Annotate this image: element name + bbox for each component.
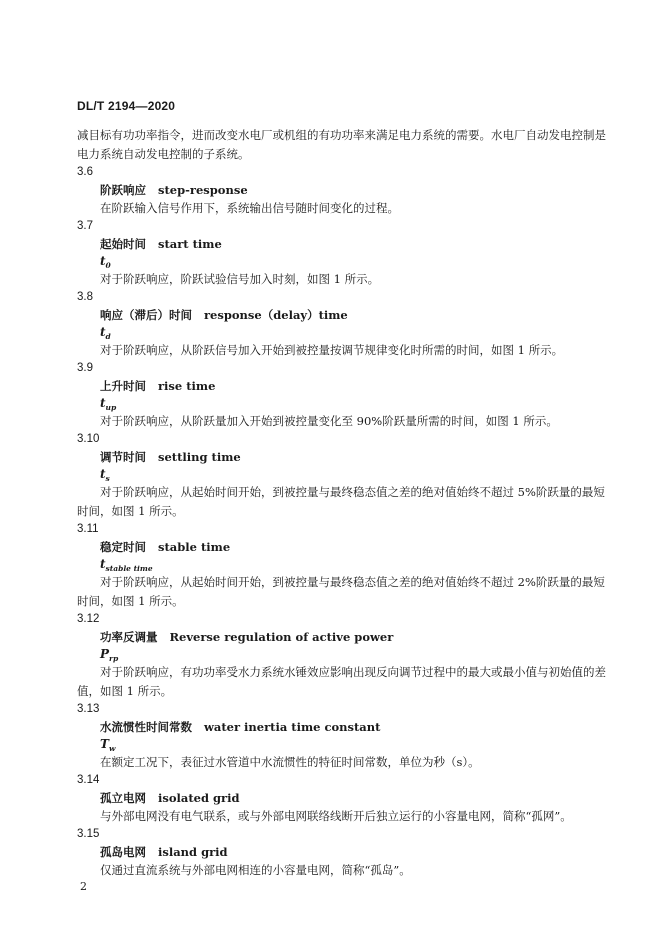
term-definition: 在额定工况下，表征过水管道中水流惯性的特征时间常数，单位为秒（s）。 bbox=[100, 755, 480, 769]
clause-number: 3.14 bbox=[77, 774, 100, 786]
clause-number: 3.8 bbox=[77, 291, 93, 303]
clause-number: 3.11 bbox=[77, 523, 99, 535]
symbol-letter: t bbox=[100, 396, 106, 410]
term-english: isolated grid bbox=[158, 791, 240, 805]
symbol-letter: t bbox=[100, 467, 106, 481]
term-definition: 对于阶跃响应，从起始时间开始，到被控量与最终稳态值之差的绝对值始终不超过 2%阶跃量的最短时间，如图 1 所示。 bbox=[77, 575, 605, 608]
term-symbol bbox=[77, 466, 607, 483]
term-symbol bbox=[77, 395, 607, 412]
term-heading bbox=[77, 306, 607, 324]
term-heading bbox=[77, 235, 607, 253]
term-chinese: 孤岛电网 bbox=[100, 845, 146, 859]
symbol-subscript: d bbox=[105, 332, 111, 341]
term-chinese: 稳定时间 bbox=[100, 540, 146, 554]
definition-entry bbox=[77, 826, 607, 880]
term-heading bbox=[77, 843, 607, 861]
symbol-subscript: s bbox=[105, 474, 110, 483]
symbol-subscript: up bbox=[105, 403, 117, 412]
term-definition: 对于阶跃响应，从阶跃信号加入开始到被控量按调节规律变化时所需的时间，如图 1 所示。 bbox=[100, 343, 564, 357]
symbol-letter: T bbox=[100, 737, 109, 751]
term-english: step-response bbox=[158, 183, 248, 197]
clause-number: 3.9 bbox=[77, 362, 93, 374]
term-heading bbox=[77, 448, 607, 466]
term-english: island grid bbox=[158, 845, 228, 859]
term-heading bbox=[77, 181, 607, 199]
definition-entry bbox=[77, 218, 607, 289]
term-symbol bbox=[77, 646, 607, 663]
term-english: stable time bbox=[158, 540, 231, 554]
clause-number: 3.12 bbox=[77, 613, 100, 625]
term-definition: 对于阶跃响应，从起始时间开始，到被控量与最终稳态值之差的绝对值始终不超过 5%阶跃量的最短时间，如图 1 所示。 bbox=[77, 485, 605, 518]
definition-entry bbox=[77, 164, 607, 218]
term-english: water inertia time constant bbox=[204, 720, 381, 734]
term-definition: 对于阶跃响应，从阶跃量加入开始到被控量变化至 90%阶跃量所需的时间，如图 1 所示。 bbox=[100, 414, 558, 428]
term-definition: 对于阶跃响应，有功功率受水力系统水锤效应影响出现反向调节过程中的最大或最小值与初始值的差值，如图 1 所示。 bbox=[77, 665, 606, 698]
symbol-subscript: 0 bbox=[105, 261, 111, 270]
term-heading bbox=[77, 789, 607, 807]
symbol-subscript: stable time bbox=[105, 564, 153, 573]
symbol-subscript: w bbox=[108, 744, 116, 753]
term-english: response（delay）time bbox=[204, 308, 348, 322]
standard-code: DL/T 2194—2020 bbox=[77, 99, 176, 113]
definition-list bbox=[77, 164, 607, 880]
term-symbol bbox=[77, 253, 607, 270]
term-symbol bbox=[77, 736, 607, 753]
symbol-letter: t bbox=[100, 254, 106, 268]
definition-entry bbox=[77, 772, 607, 826]
intro-paragraph: 减目标有功功率指令，进而改变水电厂或机组的有功功率来满足电力系统的需要。水电厂自动发电控制是电力系统自动发电控制的子系统。 bbox=[77, 128, 606, 161]
term-chinese: 阶跃响应 bbox=[100, 183, 146, 197]
term-definition: 在阶跃输入信号作用下，系统输出信号随时间变化的过程。 bbox=[100, 201, 399, 215]
term-chinese: 起始时间 bbox=[100, 237, 146, 251]
term-chinese: 调节时间 bbox=[100, 450, 146, 464]
term-definition: 仅通过直流系统与外部电网相连的小容量电网，简称“孤岛”。 bbox=[100, 863, 411, 877]
term-heading bbox=[77, 628, 607, 646]
clause-number: 3.7 bbox=[77, 220, 93, 232]
symbol-subscript: rp bbox=[109, 654, 119, 663]
term-heading bbox=[77, 538, 607, 556]
term-definition: 与外部电网没有电气联系，或与外部电网联络线断开后独立运行的小容量电网，简称“孤网”。 bbox=[100, 809, 572, 823]
clause-number: 3.15 bbox=[77, 828, 100, 840]
definition-entry bbox=[77, 611, 607, 701]
term-chinese: 上升时间 bbox=[100, 379, 146, 393]
term-heading bbox=[77, 377, 607, 395]
term-chinese: 水流惯性时间常数 bbox=[100, 720, 192, 734]
term-english: settling time bbox=[158, 450, 241, 464]
term-symbol bbox=[77, 556, 607, 573]
definition-entry bbox=[77, 431, 607, 521]
symbol-letter: t bbox=[100, 557, 106, 571]
definition-entry bbox=[77, 360, 607, 431]
definition-entry bbox=[77, 289, 607, 360]
symbol-letter: P bbox=[100, 647, 110, 661]
term-english: rise time bbox=[158, 379, 216, 393]
term-symbol bbox=[77, 324, 607, 341]
term-chinese: 响应（滞后）时间 bbox=[100, 308, 192, 322]
clause-number: 3.6 bbox=[77, 166, 93, 178]
term-definition: 对于阶跃响应，阶跃试验信号加入时刻，如图 1 所示。 bbox=[100, 272, 380, 286]
term-english: start time bbox=[158, 237, 222, 251]
definition-entry bbox=[77, 701, 607, 772]
term-chinese: 功率反调量 bbox=[100, 630, 158, 644]
page-number: 2 bbox=[80, 880, 87, 893]
definition-entry bbox=[77, 521, 607, 611]
clause-number: 3.13 bbox=[77, 703, 100, 715]
term-chinese: 孤立电网 bbox=[100, 791, 146, 805]
term-english: Reverse regulation of active power bbox=[169, 630, 394, 644]
term-heading bbox=[77, 718, 607, 736]
page-content bbox=[77, 126, 607, 880]
clause-number: 3.10 bbox=[77, 433, 100, 445]
symbol-letter: t bbox=[100, 325, 106, 339]
